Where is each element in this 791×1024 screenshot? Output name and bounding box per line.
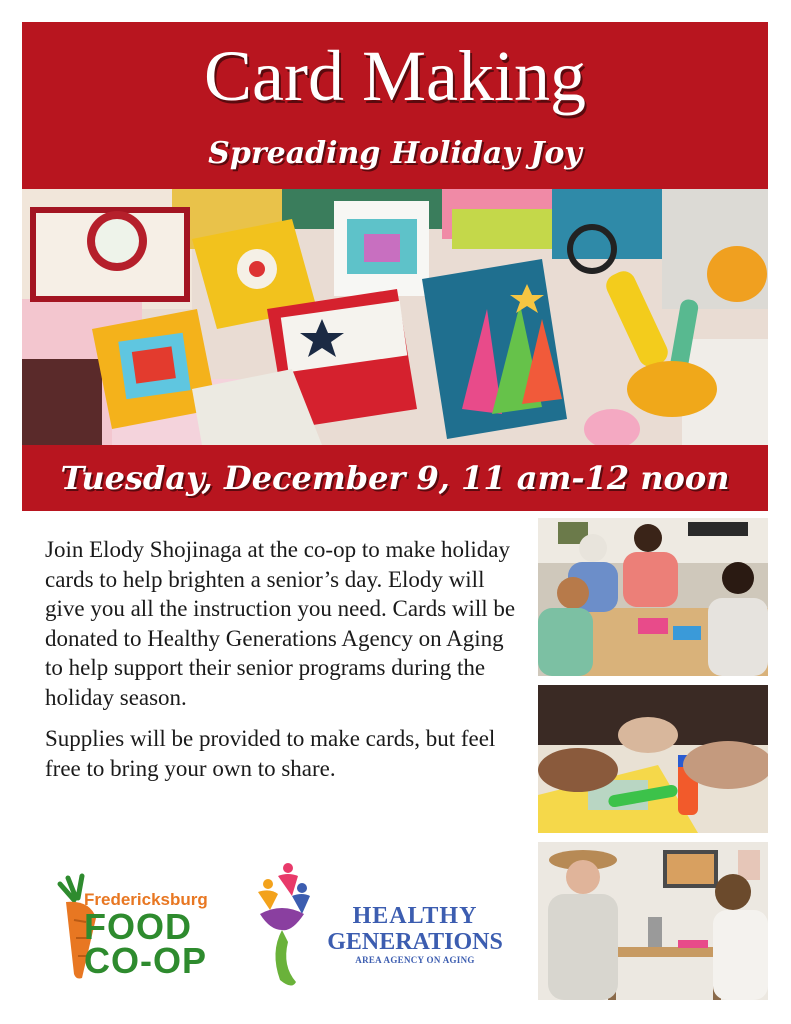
photo-hands-crafting (538, 685, 768, 833)
page-subtitle: Spreading Holiday Joy (208, 136, 582, 171)
healthy-generations-wordmark (300, 903, 530, 965)
hg-tagline: AREA AGENCY ON AGING (355, 955, 475, 965)
hero-photo-card-supplies (22, 189, 768, 445)
coop-coop-word: CO-OP (84, 940, 208, 981)
supplies-paragraph: Supplies will be provided to make cards, but feel free to bring your own to share. (45, 726, 496, 781)
event-description (45, 535, 525, 795)
photo-volunteers-at-table (538, 842, 768, 1000)
photo-card-making-group (538, 518, 768, 676)
hg-generations-word: GENERATIONS (327, 929, 503, 955)
coop-food-word: FOOD (84, 906, 192, 947)
food-coop-wordmark (84, 890, 208, 981)
coop-name: Fredericksburg (84, 890, 208, 909)
page-title: Card Making (204, 36, 586, 116)
description-paragraph: Join Elody Shojinaga at the co-op to make holiday cards to help brighten a senior’s day. Elody will give you all the instruction you need. Cards will be donated to Healthy Generations Agency on Aging to help support their senior programs during the holiday season. (45, 537, 516, 710)
hg-healthy-word: HEALTHY (352, 903, 478, 929)
craft-supplies-illustration (22, 189, 768, 445)
event-date: Tuesday, December 9, 11 am-12 noon (60, 459, 730, 497)
